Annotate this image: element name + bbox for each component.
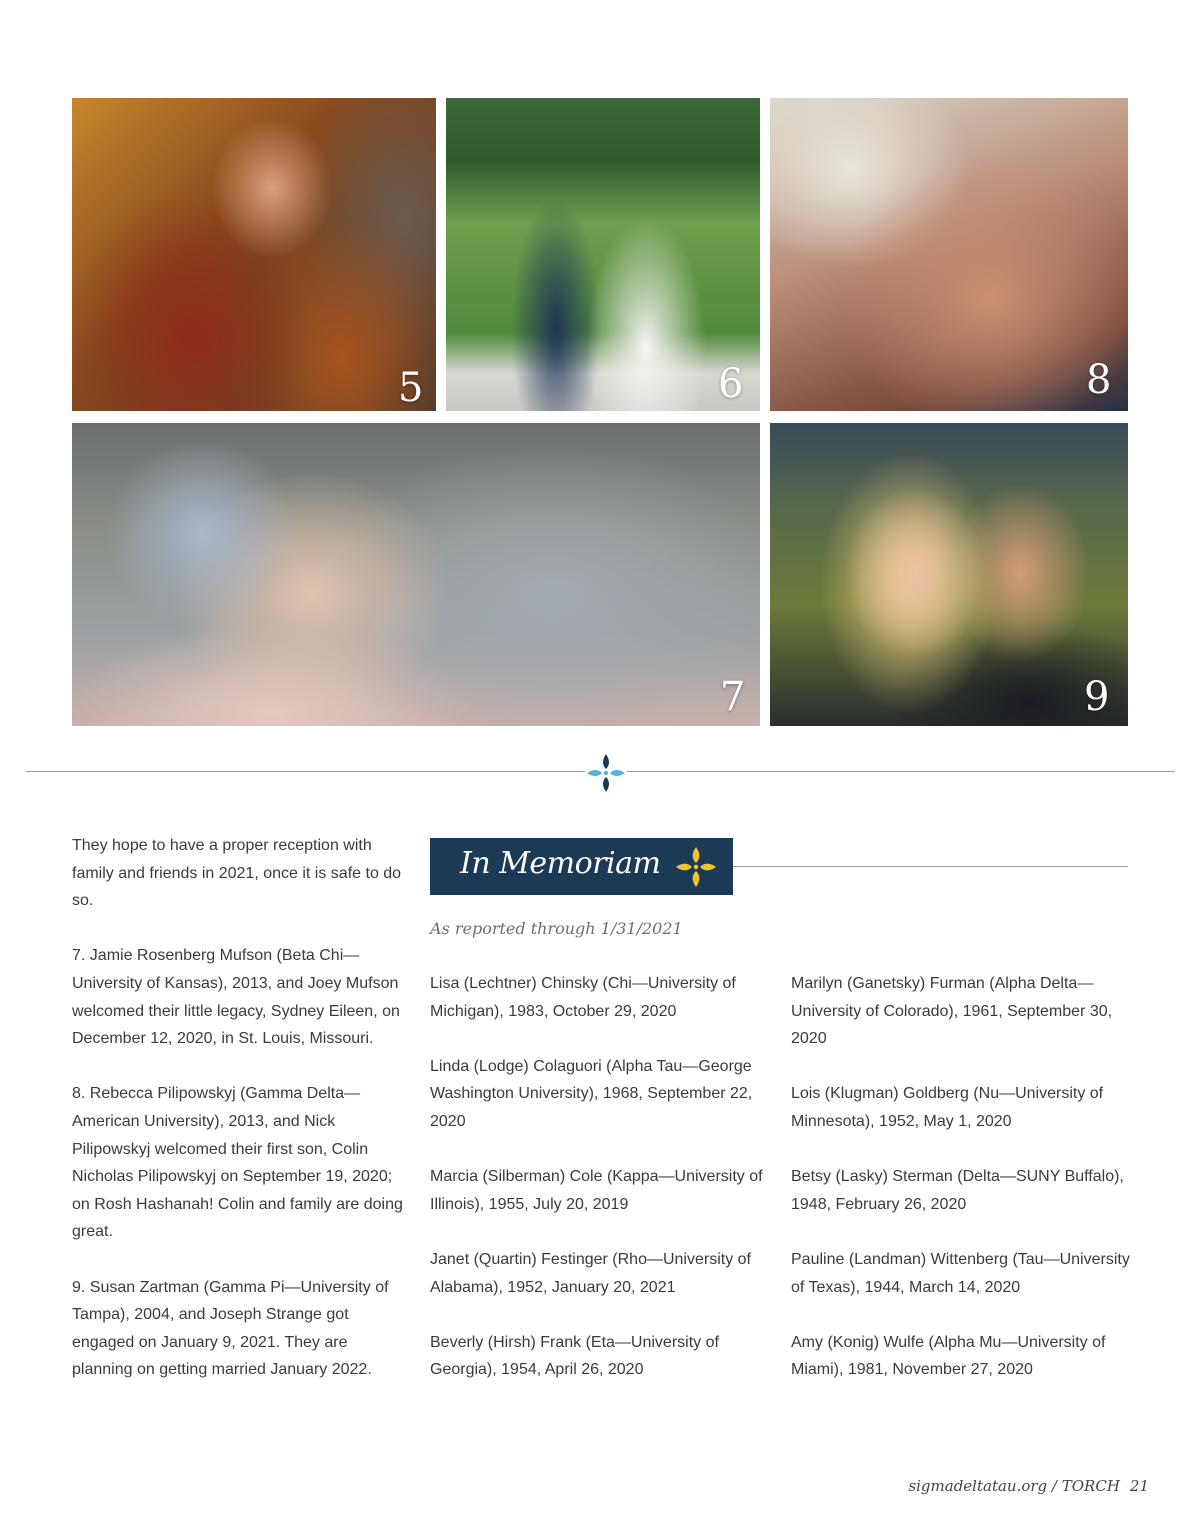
photo-number-6: 6 — [718, 361, 744, 407]
memoriam-entry: Lisa (Lechtner) Chinsky (Chi—University of Michigan), 1983, October 29, 2020 — [430, 975, 736, 1020]
paragraph-reception: They hope to have a proper reception with family and friends in 2021, once it is safe to do so. — [72, 837, 402, 910]
page-footer — [908, 1477, 1149, 1495]
in-memoriam-title: In Memoriam — [460, 846, 661, 881]
reported-through-note: As reported through 1/31/2021 — [430, 919, 683, 938]
in-memoriam-banner — [430, 838, 733, 895]
memoriam-entry: Beverly (Hirsh) Frank (Eta—University of Georgia), 1954, April 26, 2020 — [430, 1333, 719, 1379]
photo-sleeping-baby — [72, 423, 760, 726]
paragraph-announcement-9: 9. Susan Zartman (Gamma Pi—University of Tampa), 2004, and Joseph Strange got engaged on January 9, 2021. They are planning on getting married January 2022. — [72, 1278, 389, 1379]
photo-wedding-couple — [446, 98, 760, 411]
photo-number-5: 5 — [398, 365, 424, 411]
memoriam-header-rule — [733, 866, 1128, 867]
page-number: 21 — [1129, 1477, 1149, 1495]
memoriam-entry: Linda (Lodge) Colaguori (Alpha Tau—George Washington University), 1968, September 22, 2020 — [430, 1057, 753, 1130]
photo-number-9: 9 — [1084, 674, 1110, 720]
memoriam-entry: Lois (Klugman) Goldberg (Nu—University of Minnesota), 1952, May 1, 2020 — [791, 1085, 1104, 1130]
yellow-flower-icon — [673, 844, 719, 890]
paragraph-announcement-8: 8. Rebecca Pilipowskyj (Gamma Delta—American University), 2013, and Nick Pilipowskyj welcomed their first son, Colin Nicholas Pilipowskyj on September 19, 2020; on Rosh Hashanah! Colin and family are doing great. — [72, 1085, 403, 1241]
memoriam-entry: Marcia (Silberman) Cole (Kappa—University of Illinois), 1955, July 20, 2019 — [430, 1168, 763, 1213]
photo-newborn-boy — [770, 98, 1128, 411]
memoriam-entry: Janet (Quartin) Festinger (Rho—University of Alabama), 1952, January 20, 2021 — [430, 1250, 751, 1296]
memoriam-entry: Betsy (Lasky) Sterman (Delta—SUNY Buffalo), 1948, February 26, 2020 — [791, 1168, 1124, 1213]
announcements-column — [72, 832, 407, 1384]
memoriam-entry: Amy (Konig) Wulfe (Alpha Mu—University of Miami), 1981, November 27, 2020 — [791, 1333, 1106, 1379]
memoriam-entry: Pauline (Landman) Wittenberg (Tau—University of Texas), 1944, March 14, 2020 — [791, 1250, 1130, 1296]
memoriam-entry: Marilyn (Ganetsky) Furman (Alpha Delta—University of Colorado), 1961, September 30, 2020 — [791, 975, 1113, 1048]
photo-engaged-couple — [770, 423, 1128, 726]
memoriam-column-2 — [791, 970, 1136, 1384]
memoriam-column-1 — [430, 970, 770, 1384]
photo-number-8: 8 — [1086, 357, 1112, 403]
footer-site: sigmadeltatau.org / TORCH — [908, 1477, 1120, 1495]
photo-number-7: 7 — [720, 674, 746, 720]
photo-couple-autumn — [72, 98, 436, 411]
flower-ornament-icon — [585, 752, 627, 794]
paragraph-announcement-7: 7. Jamie Rosenberg Mufson (Beta Chi—University of Kansas), 2013, and Joey Mufson welcomed their little legacy, Sydney Eileen, on December 12, 2020, in St. Louis, Missouri. — [72, 947, 400, 1048]
